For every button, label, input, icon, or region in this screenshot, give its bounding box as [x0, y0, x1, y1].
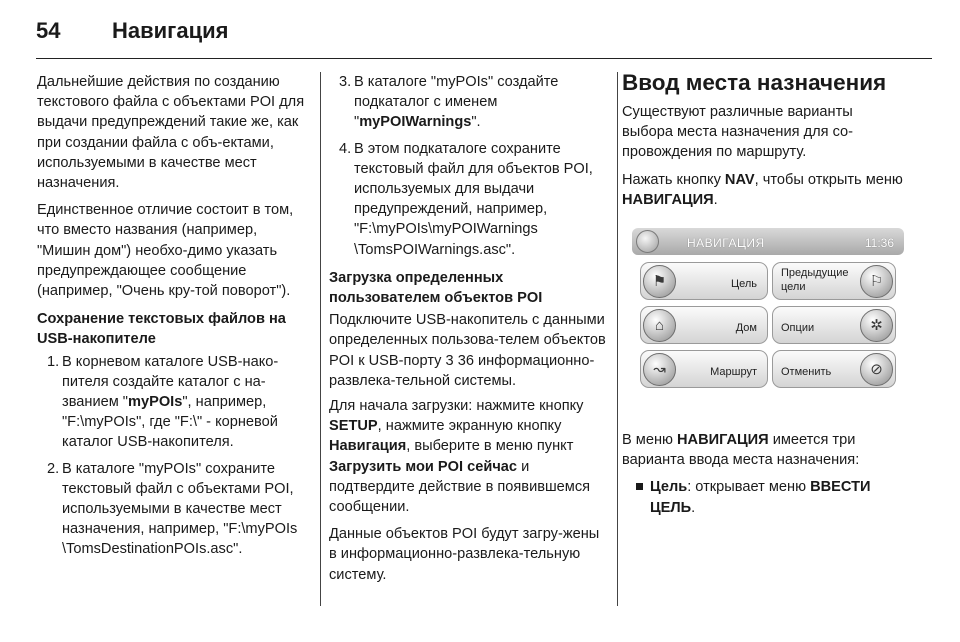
paragraph-text: , чтобы открыть меню — [754, 171, 903, 188]
step-item — [37, 352, 313, 453]
paragraph-text: . — [713, 191, 718, 208]
step-text: В этом подкаталоге сохраните текстовый файл для объектов POI, используемых для выдачи предупреждений, например, "F:\myPOIs\myPOIWarnings \TomsPOIWarnings.asc". — [354, 140, 593, 258]
navigation-menu-screenshot — [632, 224, 904, 414]
nav-key-label: NAV — [724, 171, 755, 188]
steps-list — [329, 72, 608, 260]
header-rule — [36, 58, 932, 59]
section-heading: Ввод места назначения — [622, 70, 887, 95]
label-line: Предыдущие — [781, 267, 849, 280]
column-3 — [622, 72, 907, 518]
column-1 — [37, 72, 313, 566]
paragraph — [622, 170, 907, 210]
cancel-route-button[interactable] — [772, 350, 896, 388]
options-button-label: Опции — [781, 322, 815, 335]
bullet-text: . — [691, 499, 696, 516]
step-item — [329, 72, 608, 133]
paragraph-text: и подтвердите действие в появившемся сообщении. — [329, 458, 591, 516]
navigation-button-label: Навигация — [329, 438, 407, 455]
label-line: цели — [781, 281, 806, 294]
column-2 — [329, 72, 608, 592]
column-divider-1 — [320, 72, 321, 606]
paragraph: Данные объектов POI будут загру-жены в информационно-развлека-тельную систему. — [329, 526, 600, 583]
options-button[interactable] — [772, 306, 896, 344]
bullet-square — [636, 483, 643, 490]
home-button-label: Дом — [735, 322, 757, 335]
step-item — [37, 459, 313, 560]
cancel-button-label: Отменить — [781, 366, 832, 379]
page-title: Навигация — [112, 18, 229, 43]
step-text-bold: myPOIs — [128, 394, 183, 411]
page-reference-link[interactable]: 3 36 информационно-развлека-тельной системы. — [329, 352, 595, 389]
paragraph — [622, 430, 907, 470]
home-button[interactable] — [640, 306, 768, 344]
paragraph-text: В меню — [622, 432, 677, 449]
paragraph: Дальнейшие действия по созданию текстового файла с объектами POI для выдачи предупреждений такие же, как при создании файла с объ-ектами, используемыми в качестве мест назначения. — [37, 74, 305, 192]
route-button[interactable] — [640, 350, 768, 388]
cancel-icon: ⊘ — [860, 353, 893, 386]
paragraph — [329, 310, 608, 391]
section-subheading: Сохранение текстовых файлов на USB-накопителе — [37, 311, 286, 348]
page-number: 54 — [36, 18, 61, 43]
step-text: В каталоге "myPOIs" сохраните текстовый файл с объектами POI, используемыми в качестве мест назначения, например, "F:\myPOIs \TomsDestinationPOIs.asc". — [62, 460, 298, 558]
house-icon: ⌂ — [643, 309, 676, 342]
previous-destinations-label — [781, 266, 848, 294]
paragraph: Единственное отличие состоит в том, что вместо названия (например, "Мишин дом") необхо-димо указать предупреждающее сообщение (например, "Очень кру-той поворот"). — [37, 202, 294, 300]
previous-destinations-button[interactable] — [772, 262, 896, 300]
navigation-menu-label: НАВИГАЦИЯ — [622, 191, 714, 208]
step-text: ". — [471, 114, 481, 131]
step-number: 4. — [339, 140, 352, 157]
paragraph-text: имеется три варианта ввода места назначения: — [622, 432, 860, 469]
wrench-icon: ✲ — [860, 309, 893, 342]
step-number: 1. — [47, 353, 60, 370]
steps-list — [37, 352, 313, 560]
step-number: 3. — [339, 74, 352, 90]
paragraph — [329, 396, 608, 517]
step-item — [329, 139, 608, 260]
step-text-bold: myPOIWarnings — [359, 114, 472, 131]
step-text: В корневом каталоге USB-нако-пителя создайте каталог с на-званием " — [62, 353, 279, 411]
bullet-item — [622, 477, 907, 517]
paragraph-text: , нажмите экранную кнопку — [377, 418, 562, 435]
paragraph-text: Нажать кнопку — [622, 171, 725, 188]
navigation-menu-label: НАВИГАЦИЯ — [677, 432, 769, 449]
screen-title-bar — [632, 228, 904, 255]
route-button-label: Маршрут — [710, 366, 757, 379]
goal-button[interactable] — [640, 262, 768, 300]
step-number: 2. — [47, 460, 60, 477]
step-text: В каталоге "myPOIs" создайте подкаталог с именем " — [354, 74, 559, 131]
checkered-flag-icon: ⚑ — [643, 265, 676, 298]
goal-option-label: Цель — [650, 479, 688, 496]
route-icon: ↝ — [643, 353, 676, 386]
paragraph-text: Для начала загрузки: нажмите кнопку — [329, 398, 584, 415]
paragraph-text: Подключите USB-накопитель с данными определенных пользова-телем объектов POI к USB-порту — [329, 312, 606, 369]
home-icon[interactable] — [636, 230, 659, 253]
screen-clock: 11:36 — [864, 236, 894, 251]
flags-icon: ⚐ — [860, 265, 893, 298]
setup-key-label: SETUP — [329, 418, 378, 435]
goal-button-label: Цель — [730, 278, 757, 291]
bullet-text: : открывает меню — [687, 479, 811, 496]
load-pois-menu-label: Загрузить мои POI сейчас — [329, 458, 518, 475]
paragraph-text: , выберите в меню пункт — [406, 438, 574, 455]
paragraph: Существуют различные варианты выбора места назначения для со-провождения по маршруту. — [622, 104, 854, 161]
step-text: ", например, "F:\myPOIs", где "F:\" - корневой каталог USB-накопителя. — [62, 394, 278, 451]
enter-goal-menu-label: ВВЕСТИ ЦЕЛЬ — [650, 479, 871, 516]
screen-title: НАВИГАЦИЯ — [687, 236, 765, 251]
section-subheading: Загрузка определенных пользователем объектов POI — [329, 269, 543, 307]
column-divider-2 — [617, 72, 618, 606]
